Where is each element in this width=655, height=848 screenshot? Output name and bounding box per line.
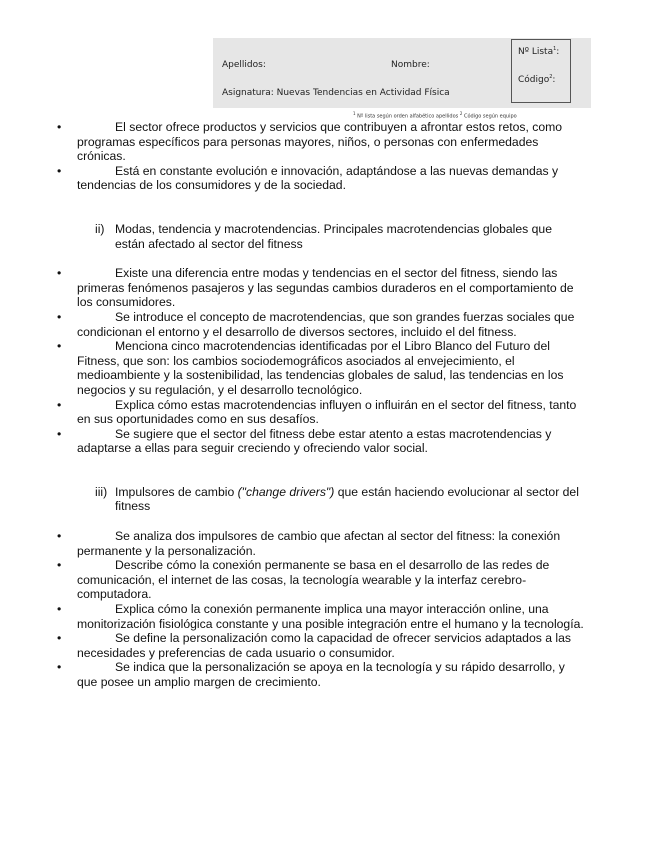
- section-ii-bullet-list: [0, 266, 655, 456]
- list-item: • Existe una diferencia entre modas y tendencias en el sector del fitness, siendo las primeras fenómenos pasajeros y las segundas cambios duraderos en el comportamiento de los consumidores.: [77, 266, 587, 310]
- codigo-label: Código$^2$:: [518, 74, 556, 85]
- section-iii-number: iii): [95, 484, 108, 499]
- list-item: • Se introduce el concepto de macrotendencias, que son grandes fuerzas sociales que condicionan el entorno y el desarrollo de diversos sectores, incluido el del fitness.: [77, 310, 587, 339]
- list-item: • El sector ofrece productos y servicios que contribuyen a afrontar estos retos, como programas específicos para personas mayores, niños, o personas con enfermedades crónicas.: [77, 120, 587, 164]
- section-iii-title: Impulsores de cambio ("change drivers") que están haciendo evolucionar al sector del fitness: [115, 484, 579, 514]
- list-item: • Se define la personalización como la capacidad de ofrecer servicios adaptados a las necesidades y preferencias de cada usuario o consumidor.: [77, 631, 587, 660]
- asignatura-label: Asignatura: Nuevas Tendencias en Actividad Física: [222, 88, 450, 98]
- list-code-box: [511, 39, 571, 103]
- list-item: • Menciona cinco macrotendencias identificadas por el Libro Blanco del Futuro del Fitness, que son: los cambios sociodemográficos asociados al envejecimiento, el medioambiente y la sostenibilidad, las tendencias globales de salud, las tendencias en los negocios y su regulación, y el desarrollo tecnológico.: [77, 339, 587, 397]
- intro-bullet-list: [0, 120, 655, 193]
- header-footnote: $^1$ Nº lista según orden alfabético apellidos $^2$ Código según equipo: [353, 111, 517, 120]
- list-item: • Describe cómo la conexión permanente se basa en el desarrollo de las redes de comunicación, el internet de las cosas, la tecnología wearable y la interfaz cerebro-computadora.: [77, 558, 587, 602]
- section-ii-heading: [95, 221, 585, 251]
- lista-label: Nº Lista$^1$:: [518, 46, 560, 57]
- list-item: • Explica cómo la conexión permanente implica una mayor interacción online, una monitorización fisiológica constante y una posible integración entre el humano y la tecnología.: [77, 602, 587, 631]
- list-item: • Está en constante evolución e innovación, adaptándose a las nuevas demandas y tendencias de los consumidores y de la sociedad.: [77, 164, 587, 193]
- section-iii-bullet-list: [0, 529, 655, 690]
- section-ii-number: ii): [95, 221, 105, 236]
- list-item: • Explica cómo estas macrotendencias influyen o influirán en el sector del fitness, tanto en sus oportunidades como en sus desafíos.: [77, 398, 587, 427]
- student-header: [213, 38, 591, 108]
- section-iii-heading: [95, 484, 585, 514]
- apellidos-label: Apellidos:: [222, 60, 266, 70]
- list-item: • Se indica que la personalización se apoya en la tecnología y su rápido desarrollo, y que posee un amplio margen de crecimiento.: [77, 660, 587, 689]
- list-item: • Se analiza dos impulsores de cambio que afectan al sector del fitness: la conexión permanente y la personalización.: [77, 529, 587, 558]
- section-ii-title: Modas, tendencia y macrotendencias. Principales macrotendencias globales que están afectado al sector del fitness: [115, 221, 552, 251]
- list-item: • Se sugiere que el sector del fitness debe estar atento a estas macrotendencias y adaptarse a ellas para seguir creciendo y ofreciendo valor social.: [77, 427, 587, 456]
- nombre-label: Nombre:: [391, 60, 430, 70]
- document-body: [0, 120, 655, 690]
